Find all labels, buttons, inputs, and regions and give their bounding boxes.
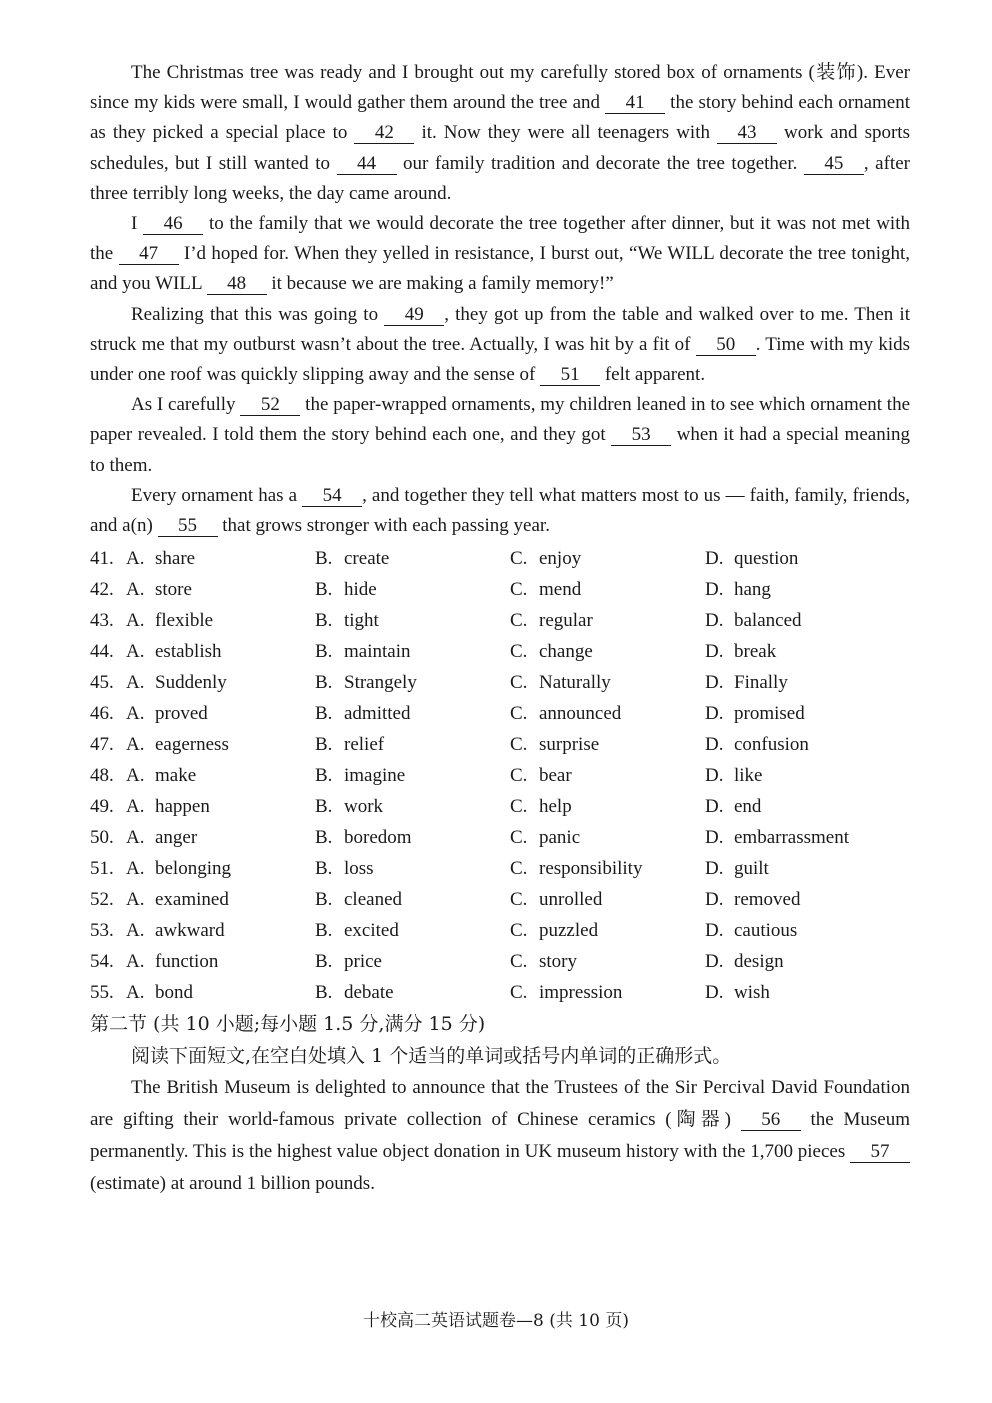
- question-number: 49.: [90, 796, 114, 818]
- option-c: [510, 977, 705, 1008]
- passage-text: Every ornament has a: [131, 484, 303, 506]
- option-c: [510, 946, 705, 977]
- option-letter: D.: [705, 858, 724, 880]
- blank-43: 43: [717, 123, 777, 144]
- option-word: make: [155, 765, 197, 787]
- option-letter: B.: [315, 765, 333, 787]
- option-word: create: [344, 548, 390, 570]
- option-word: work: [344, 796, 384, 818]
- question-number: 48.: [90, 765, 114, 787]
- option-letter: D.: [705, 672, 724, 694]
- option-row: [90, 667, 910, 698]
- passage-paragraph-3: [90, 300, 910, 391]
- option-letter: A.: [126, 734, 145, 756]
- option-a: [90, 729, 315, 760]
- option-word: story: [539, 951, 577, 973]
- option-word: cautious: [734, 920, 798, 942]
- option-row: [90, 574, 910, 605]
- option-word: function: [155, 951, 219, 973]
- option-d: [705, 636, 910, 667]
- option-word: Suddenly: [155, 672, 227, 694]
- option-a: [90, 605, 315, 636]
- option-letter: D.: [705, 579, 724, 601]
- option-row: [90, 698, 910, 729]
- option-d: [705, 977, 910, 1008]
- option-word: hide: [344, 579, 377, 601]
- option-word: guilt: [734, 858, 769, 880]
- blank-44: 44: [337, 154, 397, 175]
- blank-47: 47: [119, 244, 179, 265]
- blank-48: 48: [207, 274, 267, 295]
- option-letter: D.: [705, 920, 724, 942]
- option-c: [510, 822, 705, 853]
- option-word: hang: [734, 579, 771, 601]
- option-letter: A.: [126, 920, 145, 942]
- option-row: [90, 791, 910, 822]
- passage-text: Realizing that this was going to: [131, 303, 385, 325]
- option-d: [705, 543, 910, 574]
- option-a: [90, 636, 315, 667]
- option-letter: A.: [126, 796, 145, 818]
- option-letter: B.: [315, 827, 333, 849]
- option-word: bond: [155, 982, 193, 1004]
- option-letter: A.: [126, 951, 145, 973]
- option-b: [315, 791, 510, 822]
- option-letter: D.: [705, 951, 724, 973]
- option-word: change: [539, 641, 593, 663]
- question-number: 43.: [90, 610, 114, 632]
- option-word: tight: [344, 610, 379, 632]
- option-letter: D.: [705, 796, 724, 818]
- option-word: share: [155, 548, 196, 570]
- option-d: [705, 667, 910, 698]
- option-c: [510, 543, 705, 574]
- option-word: Finally: [734, 672, 788, 694]
- option-a: [90, 574, 315, 605]
- option-word: help: [539, 796, 572, 818]
- option-letter: C.: [510, 548, 528, 570]
- passage-text: work and sports schedules, but I still wanted to: [90, 122, 910, 174]
- option-letter: B.: [315, 641, 333, 663]
- option-c: [510, 574, 705, 605]
- option-row: [90, 822, 910, 853]
- option-d: [705, 698, 910, 729]
- option-letter: D.: [705, 610, 724, 632]
- option-letter: A.: [126, 579, 145, 601]
- option-letter: B.: [315, 796, 333, 818]
- option-word: flexible: [155, 610, 214, 632]
- option-word: debate: [344, 982, 394, 1004]
- option-a: [90, 822, 315, 853]
- question-number: 41.: [90, 548, 114, 570]
- option-word: bear: [539, 765, 572, 787]
- option-letter: B.: [315, 951, 333, 973]
- question-number: 54.: [90, 951, 114, 973]
- option-c: [510, 760, 705, 791]
- section-2-paragraph: [90, 1072, 910, 1200]
- option-letter: C.: [510, 703, 528, 725]
- page-footer: 十校高二英语试题卷—8 (共 10 页): [363, 1311, 629, 1331]
- option-word: question: [734, 548, 799, 570]
- option-letter: B.: [315, 734, 333, 756]
- option-letter: B.: [315, 889, 333, 911]
- option-letter: B.: [315, 579, 333, 601]
- option-letter: C.: [510, 765, 528, 787]
- question-number: 53.: [90, 920, 114, 942]
- option-word: awkward: [155, 920, 225, 942]
- blank-42: 42: [354, 123, 414, 144]
- option-letter: C.: [510, 672, 528, 694]
- option-word: balanced: [734, 610, 802, 632]
- option-letter: A.: [126, 641, 145, 663]
- option-word: removed: [734, 889, 801, 911]
- option-letter: B.: [315, 610, 333, 632]
- option-letter: D.: [705, 641, 724, 663]
- option-letter: D.: [705, 765, 724, 787]
- option-row: [90, 977, 910, 1008]
- option-letter: B.: [315, 920, 333, 942]
- blank-45: 45: [804, 154, 864, 175]
- option-word: relief: [344, 734, 385, 756]
- option-row: [90, 884, 910, 915]
- option-letter: C.: [510, 858, 528, 880]
- option-c: [510, 605, 705, 636]
- option-word: announced: [539, 703, 622, 725]
- option-letter: A.: [126, 672, 145, 694]
- option-word: cleaned: [344, 889, 403, 911]
- option-letter: D.: [705, 982, 724, 1004]
- option-letter: C.: [510, 827, 528, 849]
- option-word: anger: [155, 827, 198, 849]
- question-number: 52.: [90, 889, 114, 911]
- option-b: [315, 853, 510, 884]
- option-word: admitted: [344, 703, 411, 725]
- option-b: [315, 884, 510, 915]
- passage-text: it because we are making a family memory!”: [266, 273, 614, 295]
- option-word: break: [734, 641, 777, 663]
- option-b: [315, 605, 510, 636]
- option-letter: B.: [315, 703, 333, 725]
- option-word: boredom: [344, 827, 412, 849]
- exam-page: [90, 58, 910, 1200]
- option-letter: C.: [510, 796, 528, 818]
- option-letter: C.: [510, 641, 528, 663]
- option-word: promised: [734, 703, 805, 725]
- answer-options: [90, 543, 910, 1008]
- option-word: belonging: [155, 858, 231, 880]
- option-a: [90, 760, 315, 791]
- blank-41: 41: [605, 93, 665, 114]
- passage-text: . Time with my kids under one roof was quickly slipping away and the sense of: [90, 333, 910, 386]
- option-a: [90, 946, 315, 977]
- option-word: embarrassment: [734, 827, 850, 849]
- option-letter: B.: [315, 672, 333, 694]
- option-b: [315, 760, 510, 791]
- passage-text: our family tradition and decorate the tree together.: [396, 152, 804, 174]
- option-d: [705, 729, 910, 760]
- option-word: impression: [539, 982, 623, 1004]
- passage-paragraph-4: [90, 390, 910, 481]
- option-letter: C.: [510, 951, 528, 973]
- question-number: 51.: [90, 858, 114, 880]
- option-d: [705, 946, 910, 977]
- passage-text: when it had a special meaning to them.: [90, 424, 910, 476]
- option-letter: C.: [510, 982, 528, 1004]
- blank-52: 52: [240, 395, 300, 416]
- option-a: [90, 698, 315, 729]
- option-letter: A.: [126, 610, 145, 632]
- passage-text: , and together they tell what matters most to us — faith, family, friends, and a(n): [90, 484, 910, 537]
- option-b: [315, 543, 510, 574]
- option-d: [705, 605, 910, 636]
- blank-54: 54: [302, 486, 362, 507]
- option-a: [90, 853, 315, 884]
- option-word: end: [734, 796, 762, 818]
- option-word: design: [734, 951, 784, 973]
- option-word: proved: [155, 703, 208, 725]
- option-word: responsibility: [539, 858, 643, 880]
- option-letter: A.: [126, 703, 145, 725]
- blank-53: 53: [611, 425, 671, 446]
- option-c: [510, 636, 705, 667]
- option-word: examined: [155, 889, 229, 911]
- option-b: [315, 574, 510, 605]
- passage-text: that grows stronger with each passing year.: [217, 515, 550, 537]
- option-row: [90, 605, 910, 636]
- question-number: 45.: [90, 672, 114, 694]
- option-b: [315, 636, 510, 667]
- option-word: surprise: [539, 734, 600, 756]
- option-a: [90, 543, 315, 574]
- option-c: [510, 853, 705, 884]
- option-a: [90, 977, 315, 1008]
- passage-text: As I carefully: [131, 394, 241, 416]
- option-letter: C.: [510, 920, 528, 942]
- option-d: [705, 791, 910, 822]
- blank-49: 49: [384, 305, 444, 326]
- option-letter: A.: [126, 982, 145, 1004]
- blank-51: 51: [540, 365, 600, 386]
- passage-text: The Christmas tree was ready and I brought out my carefully stored box of ornaments (装饰). Ever since my kids were small, I would gather them around the tree and: [90, 62, 910, 114]
- option-letter: A.: [126, 765, 145, 787]
- option-letter: A.: [126, 889, 145, 911]
- option-b: [315, 946, 510, 977]
- option-word: Naturally: [539, 672, 611, 694]
- option-row: [90, 946, 910, 977]
- passage-text: it. Now they were all teenagers with: [414, 122, 718, 144]
- option-word: mend: [539, 579, 582, 601]
- option-letter: A.: [126, 827, 145, 849]
- passage-text: the story behind each ornament as they picked a special place to: [90, 92, 910, 144]
- question-number: 47.: [90, 734, 114, 756]
- option-letter: B.: [315, 982, 333, 1004]
- option-letter: B.: [315, 858, 333, 880]
- passage-paragraph-1: [90, 58, 910, 209]
- passage-paragraph-5: [90, 481, 910, 541]
- option-d: [705, 853, 910, 884]
- option-d: [705, 915, 910, 946]
- option-word: price: [344, 951, 382, 973]
- option-word: enjoy: [539, 548, 582, 570]
- option-word: unrolled: [539, 889, 603, 911]
- option-letter: C.: [510, 734, 528, 756]
- passage-text: I: [131, 213, 144, 235]
- option-a: [90, 915, 315, 946]
- option-letter: C.: [510, 889, 528, 911]
- option-d: [705, 760, 910, 791]
- option-d: [705, 884, 910, 915]
- blank-55: 55: [158, 516, 218, 537]
- option-letter: D.: [705, 827, 724, 849]
- option-letter: D.: [705, 889, 724, 911]
- option-c: [510, 791, 705, 822]
- option-row: [90, 853, 910, 884]
- option-letter: D.: [705, 548, 724, 570]
- option-row: [90, 760, 910, 791]
- option-row: [90, 636, 910, 667]
- option-word: loss: [344, 858, 374, 880]
- option-d: [705, 822, 910, 853]
- option-letter: D.: [705, 703, 724, 725]
- option-word: regular: [539, 610, 593, 632]
- question-number: 42.: [90, 579, 114, 601]
- option-letter: B.: [315, 548, 333, 570]
- blank-57: 57: [850, 1142, 910, 1163]
- option-b: [315, 977, 510, 1008]
- option-word: puzzled: [539, 920, 599, 942]
- option-letter: D.: [705, 734, 724, 756]
- option-word: imagine: [344, 765, 406, 787]
- passage-text: the Museum permanently. This is the highest value object donation in UK museum history with the 1,700 pieces: [90, 1109, 910, 1163]
- option-a: [90, 667, 315, 698]
- option-letter: A.: [126, 548, 145, 570]
- option-c: [510, 915, 705, 946]
- passage-text: the paper-wrapped ornaments, my children leaned in to see which ornament the paper revealed. I told them the story behind each one, and they got: [90, 394, 910, 446]
- blank-46: 46: [143, 214, 203, 235]
- option-row: [90, 729, 910, 760]
- passage-text: felt apparent.: [600, 364, 706, 386]
- passage-text: (estimate) at around 1 billion pounds.: [90, 1173, 375, 1195]
- option-b: [315, 698, 510, 729]
- section-2-instruction: 阅读下面短文,在空白处填入 1 个适当的单词或括号内单词的正确形式。: [131, 1045, 732, 1068]
- question-number: 50.: [90, 827, 114, 849]
- option-c: [510, 729, 705, 760]
- passage-text: , after three terribly long weeks, the day came around.: [90, 152, 910, 204]
- option-word: eagerness: [155, 734, 229, 756]
- option-d: [705, 574, 910, 605]
- option-b: [315, 667, 510, 698]
- option-letter: A.: [126, 858, 145, 880]
- option-b: [315, 822, 510, 853]
- option-c: [510, 884, 705, 915]
- option-b: [315, 915, 510, 946]
- blank-56: 56: [741, 1110, 801, 1131]
- option-word: like: [734, 765, 763, 787]
- option-word: maintain: [344, 641, 411, 663]
- option-c: [510, 698, 705, 729]
- option-letter: C.: [510, 610, 528, 632]
- option-word: confusion: [734, 734, 809, 756]
- option-word: happen: [155, 796, 210, 818]
- passage-text: The British Museum is delighted to announce that the Trustees of the Sir Percival David Foundation are gifting their world-famous private collection of Chinese ceramics (陶器): [90, 1077, 910, 1131]
- section-2-heading: 第二节 (共 10 小题;每小题 1.5 分,满分 15 分): [90, 1013, 486, 1036]
- option-b: [315, 729, 510, 760]
- passage-text: to the family that we would decorate the tree together after dinner, but it was not met with the: [90, 213, 910, 265]
- option-letter: C.: [510, 579, 528, 601]
- blank-50: 50: [696, 335, 756, 356]
- passage-text: , they got up from the table and walked over to me. Then it struck me that my outburst wasn’t about the tree. Actually, I was hit by a fit of: [90, 303, 910, 355]
- question-number: 46.: [90, 703, 114, 725]
- option-word: wish: [734, 982, 770, 1004]
- option-word: establish: [155, 641, 222, 663]
- option-row: [90, 915, 910, 946]
- question-number: 44.: [90, 641, 114, 663]
- option-a: [90, 884, 315, 915]
- option-word: panic: [539, 827, 581, 849]
- option-c: [510, 667, 705, 698]
- question-number: 55.: [90, 982, 114, 1004]
- option-row: [90, 543, 910, 574]
- passage-paragraph-2: [90, 209, 910, 300]
- option-word: store: [155, 579, 192, 601]
- passage-text: I’d hoped for. When they yelled in resistance, I burst out, “We WILL decorate the tree tonight, and you WILL: [90, 243, 911, 295]
- option-word: excited: [344, 920, 399, 942]
- option-word: Strangely: [344, 672, 417, 694]
- option-a: [90, 791, 315, 822]
